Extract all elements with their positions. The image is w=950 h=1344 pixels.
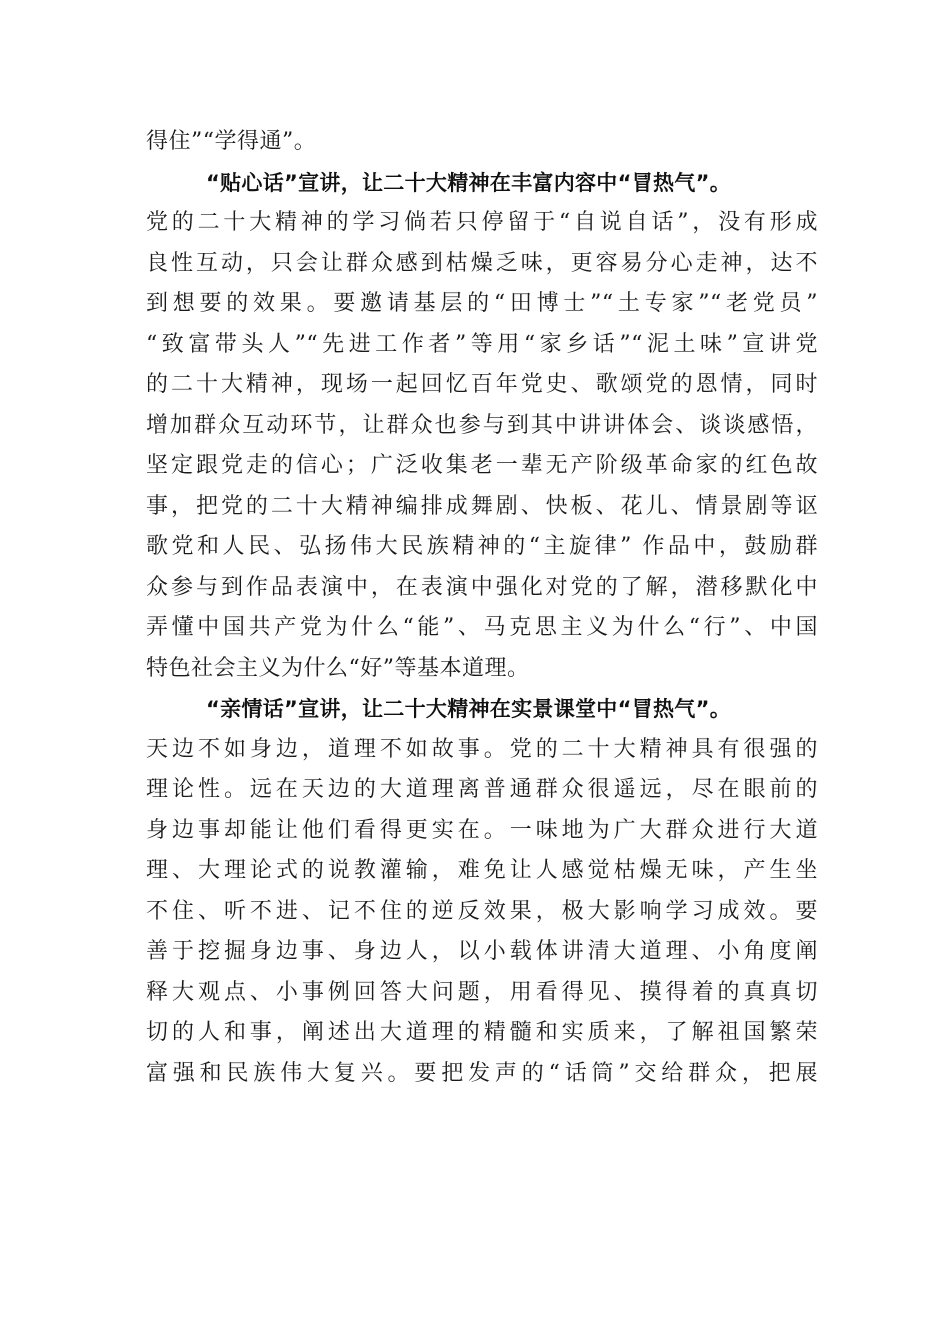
- section-heading-1: “贴心话”宣讲，让二十大精神在丰富内容中“冒热气”。: [206, 170, 732, 195]
- text-line: 天边不如身边，道理不如故事。党的二十大精神具有很强的: [146, 736, 818, 762]
- text-line: 切的人和事，阐述出大道理的精髓和实质来，了解祖国繁荣: [146, 1020, 818, 1045]
- section-2-paragraph: [146, 730, 818, 1095]
- text-line: 歌党和人民、弘扬伟大民族精神的“主旋律” 作品中，鼓励群: [146, 534, 818, 559]
- text-line: 身边事却能让他们看得更实在。一味地为广大群众进行大道: [146, 817, 818, 843]
- text-line: 理论性。远在天边的大道理离普通群众很遥远，尽在眼前的: [146, 777, 818, 802]
- paragraph-continuation: 得住”“学得通”。: [146, 129, 317, 154]
- section-heading-2: “亲情话”宣讲，让二十大精神在实景课堂中“冒热气”。: [206, 697, 732, 721]
- text-line: 弄懂中国共产党为什么“能”、马克思主义为什么“行”、中国: [146, 615, 818, 640]
- text-line: 增加群众互动环节，让群众也参与到其中讲讲体会、谈谈感悟，: [146, 412, 818, 438]
- text-line: 众参与到作品表演中，在表演中强化对党的了解，潜移默化中: [146, 574, 818, 600]
- text-line: 事，把党的二十大精神编排成舞剧、快板、花儿、情景剧等讴: [146, 493, 818, 519]
- text-line: 党的二十大精神的学习倘若只停留于“自说自话”，没有形成: [146, 210, 818, 235]
- text-line: 富强和民族伟大复兴。要把发声的“话筒”交给群众，把展: [146, 1060, 818, 1086]
- text-line: 理、大理论式的说教灌输，难免让人感觉枯燥无味，产生坐: [146, 858, 818, 883]
- text-line: 善于挖掘身边事、身边人，以小载体讲清大道理、小角度阐: [146, 939, 818, 964]
- text-line: “致富带头人”“先进工作者”等用“家乡话”“泥土味”宣讲党: [146, 331, 818, 357]
- text-line: 的二十大精神，现场一起回忆百年党史、歌颂党的恩情，同时: [146, 372, 818, 397]
- text-line: 坚定跟党走的信心；广泛收集老一辈无产阶级革命家的红色故: [146, 453, 818, 478]
- section-1-paragraph: [146, 203, 818, 689]
- text-line: 良性互动，只会让群众感到枯燥乏味，更容易分心走神，达不: [146, 250, 818, 276]
- text-line: 释大观点、小事例回答大问题，用看得见、摸得着的真真切: [146, 979, 818, 1005]
- text-line: 特色社会主义为什么“好”等基本道理。: [146, 655, 530, 681]
- document-body: [146, 122, 818, 1094]
- text-line: 到想要的效果。要邀请基层的“田博士”“土专家”“老党员”: [146, 291, 818, 316]
- text-line: 不住、听不进、记不住的逆反效果，极大影响学习成效。要: [146, 898, 818, 924]
